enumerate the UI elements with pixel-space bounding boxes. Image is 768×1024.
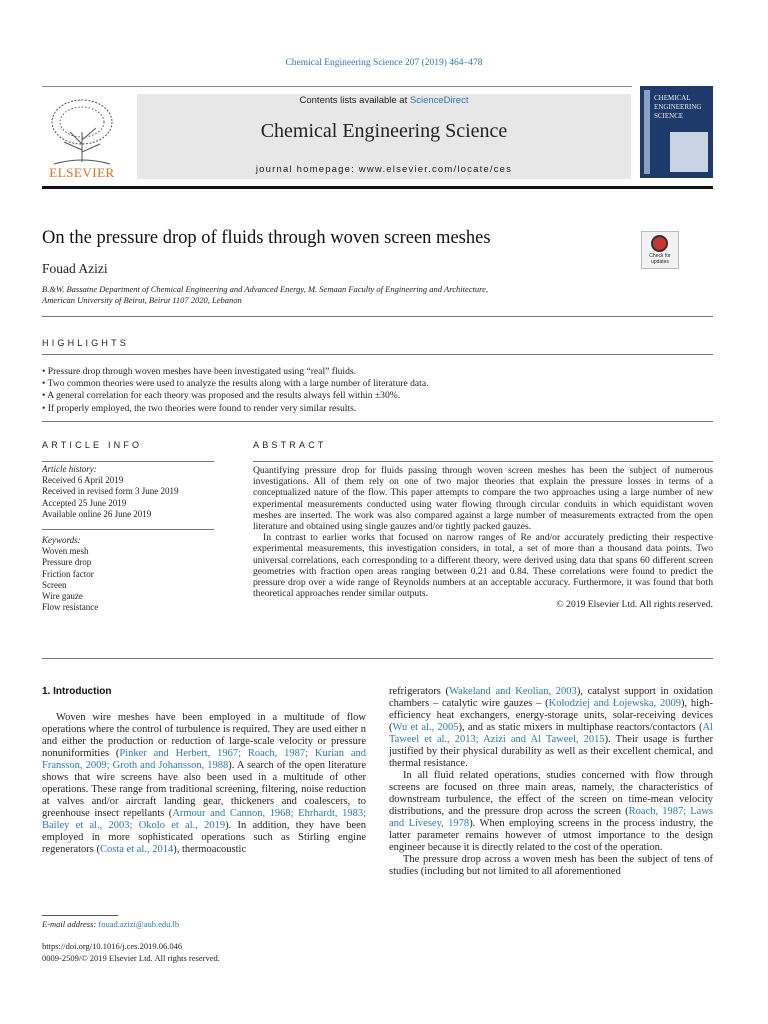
header-rule [42, 186, 713, 189]
divider [42, 421, 713, 422]
check-for-updates-badge[interactable]: Check for updates [641, 231, 679, 269]
list-item: • A general correlation for each theory was proposed and the results always fell within ±30%. [42, 390, 401, 402]
publisher-name: ELSEVIER [49, 165, 115, 180]
author-name: Fouad Azizi [42, 261, 108, 276]
issn-line: 0009-2509/© 2019 Elsevier Ltd. All rights reserved. [42, 953, 220, 963]
journal-title: Chemical Engineering Science [260, 120, 508, 142]
citation-link[interactable]: Kołodziej and Łojewska, 2009 [548, 698, 681, 709]
journal-homepage[interactable]: journal homepage: www.elsevier.com/locate/ces [255, 164, 513, 175]
abstract-heading: ABSTRACT [253, 440, 327, 450]
divider [42, 658, 713, 659]
divider [42, 354, 713, 355]
citation-link[interactable]: Armour and Cannon, 1968; Ehrhardt, 1983; Bailey et al., 2003; Okolo et al., 2019 [42, 808, 367, 831]
keywords-list: Keywords: Woven mesh Pressure drop Friction factor Screen Wire gauze Flow resistance [42, 535, 99, 613]
top-rule [42, 86, 632, 87]
sciencedirect-link[interactable]: ScienceDirect [409, 95, 469, 106]
citation-link[interactable]: Wakeland and Keolian, 2003 [449, 686, 577, 697]
cover-strip [644, 90, 650, 174]
article-title: On the pressure drop of fluids through woven screen meshes [42, 228, 491, 248]
citation-link[interactable]: Roach, 1987; Laws and Livesey, 1978 [389, 806, 713, 829]
divider [42, 529, 214, 530]
citation-link[interactable]: Wu et al., 2005 [392, 722, 459, 733]
divider [42, 316, 713, 317]
citation-link[interactable]: Pinker and Herbert, 1967; Roach, 1987; Kurian and Fransson, 2009; Groth and Johansson, 1988 [42, 748, 366, 771]
divider [42, 461, 214, 462]
copyright: © 2019 Elsevier Ltd. All rights reserved. [556, 599, 713, 611]
article-history: Article history: Received 6 April 2019 Received in revised form 3 June 2019 Accepted 25 June 2019 Available online 26 June 2019 [42, 464, 179, 519]
list-item: • Pressure drop through woven meshes have been investigated using “real” fluids. [42, 366, 357, 377]
elsevier-tree-logo [42, 92, 122, 180]
section-heading: 1. Introduction [42, 686, 112, 697]
cover-title: CHEMICAL ENGINEERING SCIENCE [654, 94, 702, 120]
article-info-heading: ARTICLE INFO [42, 440, 143, 450]
journal-reference-link[interactable]: Chemical Engineering Science 207 (2019) 464–478 [285, 58, 483, 68]
body-column-right: refrigerators (Wakeland and Keolian, 2003), catalyst support in oxidation chambers – catalytic wire gauzes – (Kołodziej and Łojewska, 2009), high-efficiency heat exchangers, energy-storage units, solar-receiving devices (Wu et al., 2005), and as static mixers in multiphase reactors/contactors (Al Taweel et al., 2013; Azizi and Al Taweel, 2015). Their usage is further justified by their physical durability as well as their excellent chemical, and thermal resistance. In all fluid related operations, studies concerned with flow through screens are focused on three main areas, namely, the characteristics of downstream turbulence, the effect of the screen on time-mean velocity distributions, and the pressure drop across the screen (Roach, 1987; Laws and Livesey, 1978). When employing screens in the process industry, the latter parameter remains however of utmost importance to the design engineer because it is directly related to the cost of the operation. The pressure drop across a woven mesh has been the subject of tens of studies (including but not limited to all aforementioned [389, 686, 714, 877]
author-affiliation: B.&W. Bassatne Department of Chemical Engineering and Advanced Energy, M. Semaan Faculty of Engineering and Architecture, American University of Beirut, Beirut 1107 2020, Lebanon [42, 284, 489, 305]
abstract-text: Quantifying pressure drop for fluids passing through woven screen meshes has been the subject of numerous investigations. All of them rely on one of two major theories that explain the pressure losses in terms of a conceptualized nature of the flow. This paper attempts to compare the two approaches using a large number of new experimental measurements conducted using water flowing through circular conduits in which equidistant woven meshes are inserted. The work was also compared against a large number of measurements extracted from the open literature and obtained using single gauzes and/or tightly packed gauzes. In contrast to earlier works that focused on narrow ranges of Re and/or accurately predicting their respective experimental measurements, this investigation considers, in total, a set of more than a thousand data points. Two universal correlations, each corresponding to a different theory, were derived using data that spans 60 different screen geometries with fraction open areas ranging between 0.21 and 0.84. These correlations were found to predict the pressure drop over a wide range of Reynolds numbers at an acceptable accuracy. Furthermore, it was found that both theoretical approaches render similar outputs. © 2019 Elsevier Ltd. All rights reserved. [253, 465, 713, 611]
list-item: • Two common theories were used to analyze the results along with a large number of literature data. [42, 378, 429, 390]
list-item: • If properly employed, the two theories were found to render very similar results. [42, 402, 357, 414]
email-footnote: E-mail address: fouad.azizi@aub.edu.lb [42, 919, 180, 929]
journal-cover-image [640, 86, 713, 178]
divider [253, 461, 713, 462]
contents-line: Contents lists available at ScienceDirect [299, 95, 469, 106]
citation-link[interactable]: Al Taweel et al., 2013; Azizi and Al Taweel, 2015 [389, 722, 713, 745]
body-column-left: Woven wire meshes have been employed in a multitude of flow operations where the control of turbulence is required. They are used either n and either the production or reduction of large-scale velocity or pressure nonuniformities (Pinker and Herbert, 1967; Roach, 1987; Kurian and Fransson, 2009; Groth and Johansson, 1988). A search of the open literature shows that wire screens have also been used in a multitude of other operations. These range from traditional screening, filtering, noise reduction at valves and/or aircraft landing gear, thickeners and coalescers, to greenhouse insect repellants (Armour and Cannon, 1968; Ehrhardt, 1983; Bailey et al., 2003; Okolo et al., 2019). In addition, they have been employed in more sophisticated operations such as Stirling engine regenerators (Costa et al., 2014), thermoacoustic [42, 712, 367, 855]
bookmark-icon [651, 235, 668, 252]
highlights-heading: HIGHLIGHTS [42, 338, 130, 348]
footnote-rule [42, 915, 118, 916]
doi-link[interactable]: https://doi.org/10.1016/j.ces.2019.06.046 [42, 941, 183, 951]
highlights-list [42, 366, 429, 415]
citation-link[interactable]: Costa et al., 2014 [100, 844, 174, 855]
email-link[interactable]: fouad.azizi@aub.edu.lb [98, 919, 180, 929]
cover-figure [670, 132, 708, 172]
journal-banner [137, 94, 631, 179]
